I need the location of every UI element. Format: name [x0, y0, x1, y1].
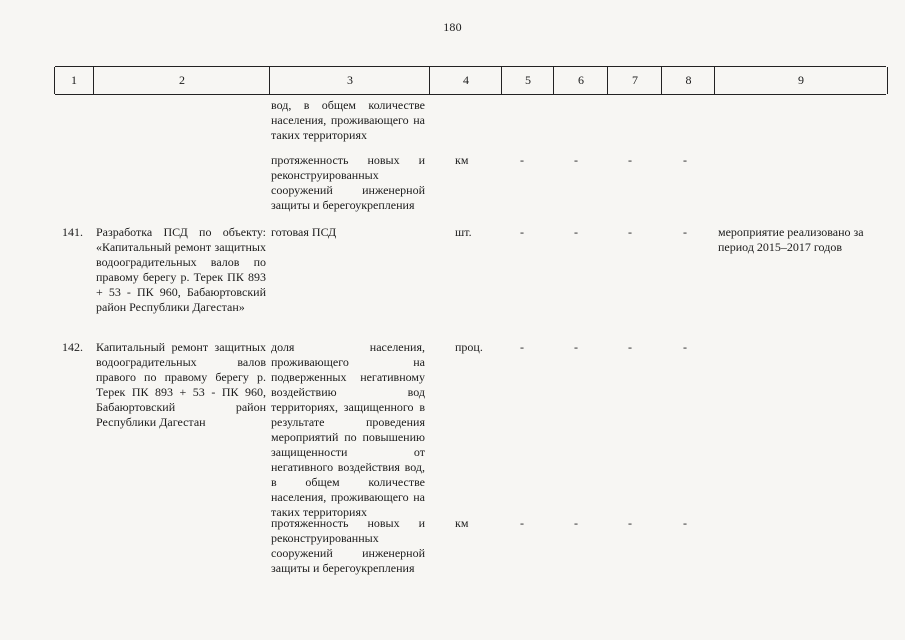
row-141-col6: -	[574, 225, 578, 239]
cont-length-unit: км	[455, 153, 469, 167]
row-141-unit: шт.	[455, 225, 472, 239]
header-col-5: 5	[501, 67, 554, 94]
row-141-note: мероприятие реализовано за период 2015–2017 годов	[718, 225, 864, 254]
header-col-3: 3	[269, 67, 430, 94]
row-142-number: 142.	[62, 340, 83, 354]
header-col-2: 2	[93, 67, 270, 94]
header-col-6: 6	[553, 67, 608, 94]
cont-length-col5: -	[520, 153, 524, 167]
row-142-indicator: доля населения, проживающего на подверженных негативному воздействию вод территориях, защищенного в результате проведения мероприятий по повышению защищенности от негативного воздействия вод, в общем количестве населения, проживающего на таких территориях	[271, 340, 425, 519]
header-col-1: 1	[54, 67, 93, 94]
row-141-number: 141.	[62, 225, 83, 239]
row-142-length-col7: -	[628, 516, 632, 530]
cont-length-col7: -	[628, 153, 632, 167]
row-141-name: Разработка ПСД по объекту: «Капитальный ремонт защитных водооградительных валов по правому берегу р. Терек ПК 893 + 53 - ПК 960, Бабаюртовский район Республики Дагестан»	[96, 225, 266, 314]
row-142-length-unit: км	[455, 516, 469, 530]
cont-length-col6: -	[574, 153, 578, 167]
row-141-col7: -	[628, 225, 632, 239]
row-142-col5: -	[520, 340, 524, 354]
row-142-col8: -	[683, 340, 687, 354]
row-142-length-col8: -	[683, 516, 687, 530]
header-col-4: 4	[429, 67, 502, 94]
row-142-col7: -	[628, 340, 632, 354]
row-142-length-indicator: протяженность новых и реконструированных сооружений инженерной защиты и берегоукрепления	[271, 516, 425, 575]
header-col-8: 8	[661, 67, 715, 94]
row-141-col8: -	[683, 225, 687, 239]
row-142-length-col5: -	[520, 516, 524, 530]
page-number: 180	[443, 20, 462, 34]
row-142-col6: -	[574, 340, 578, 354]
cont-length-col8: -	[683, 153, 687, 167]
table-header-row	[55, 66, 886, 95]
header-col-9: 9	[714, 67, 888, 94]
row-142-length-col6: -	[574, 516, 578, 530]
cont-length-indicator: протяженность новых и реконструированных сооружений инженерной защиты и берегоукрепления	[271, 153, 425, 212]
header-col-7: 7	[607, 67, 662, 94]
row-141-col5: -	[520, 225, 524, 239]
cont-indicator-text: вод, в общем количестве населения, проживающего на таких территориях	[271, 98, 425, 142]
row-141-indicator: готовая ПСД	[271, 225, 337, 239]
row-142-name: Капитальный ремонт защитных водооградительных валов правого по правому берегу р. Терек ПК 893 + 53 - ПК 960, Бабаюртовский район Республики Дагестан	[96, 340, 266, 429]
row-142-unit: проц.	[455, 340, 483, 354]
